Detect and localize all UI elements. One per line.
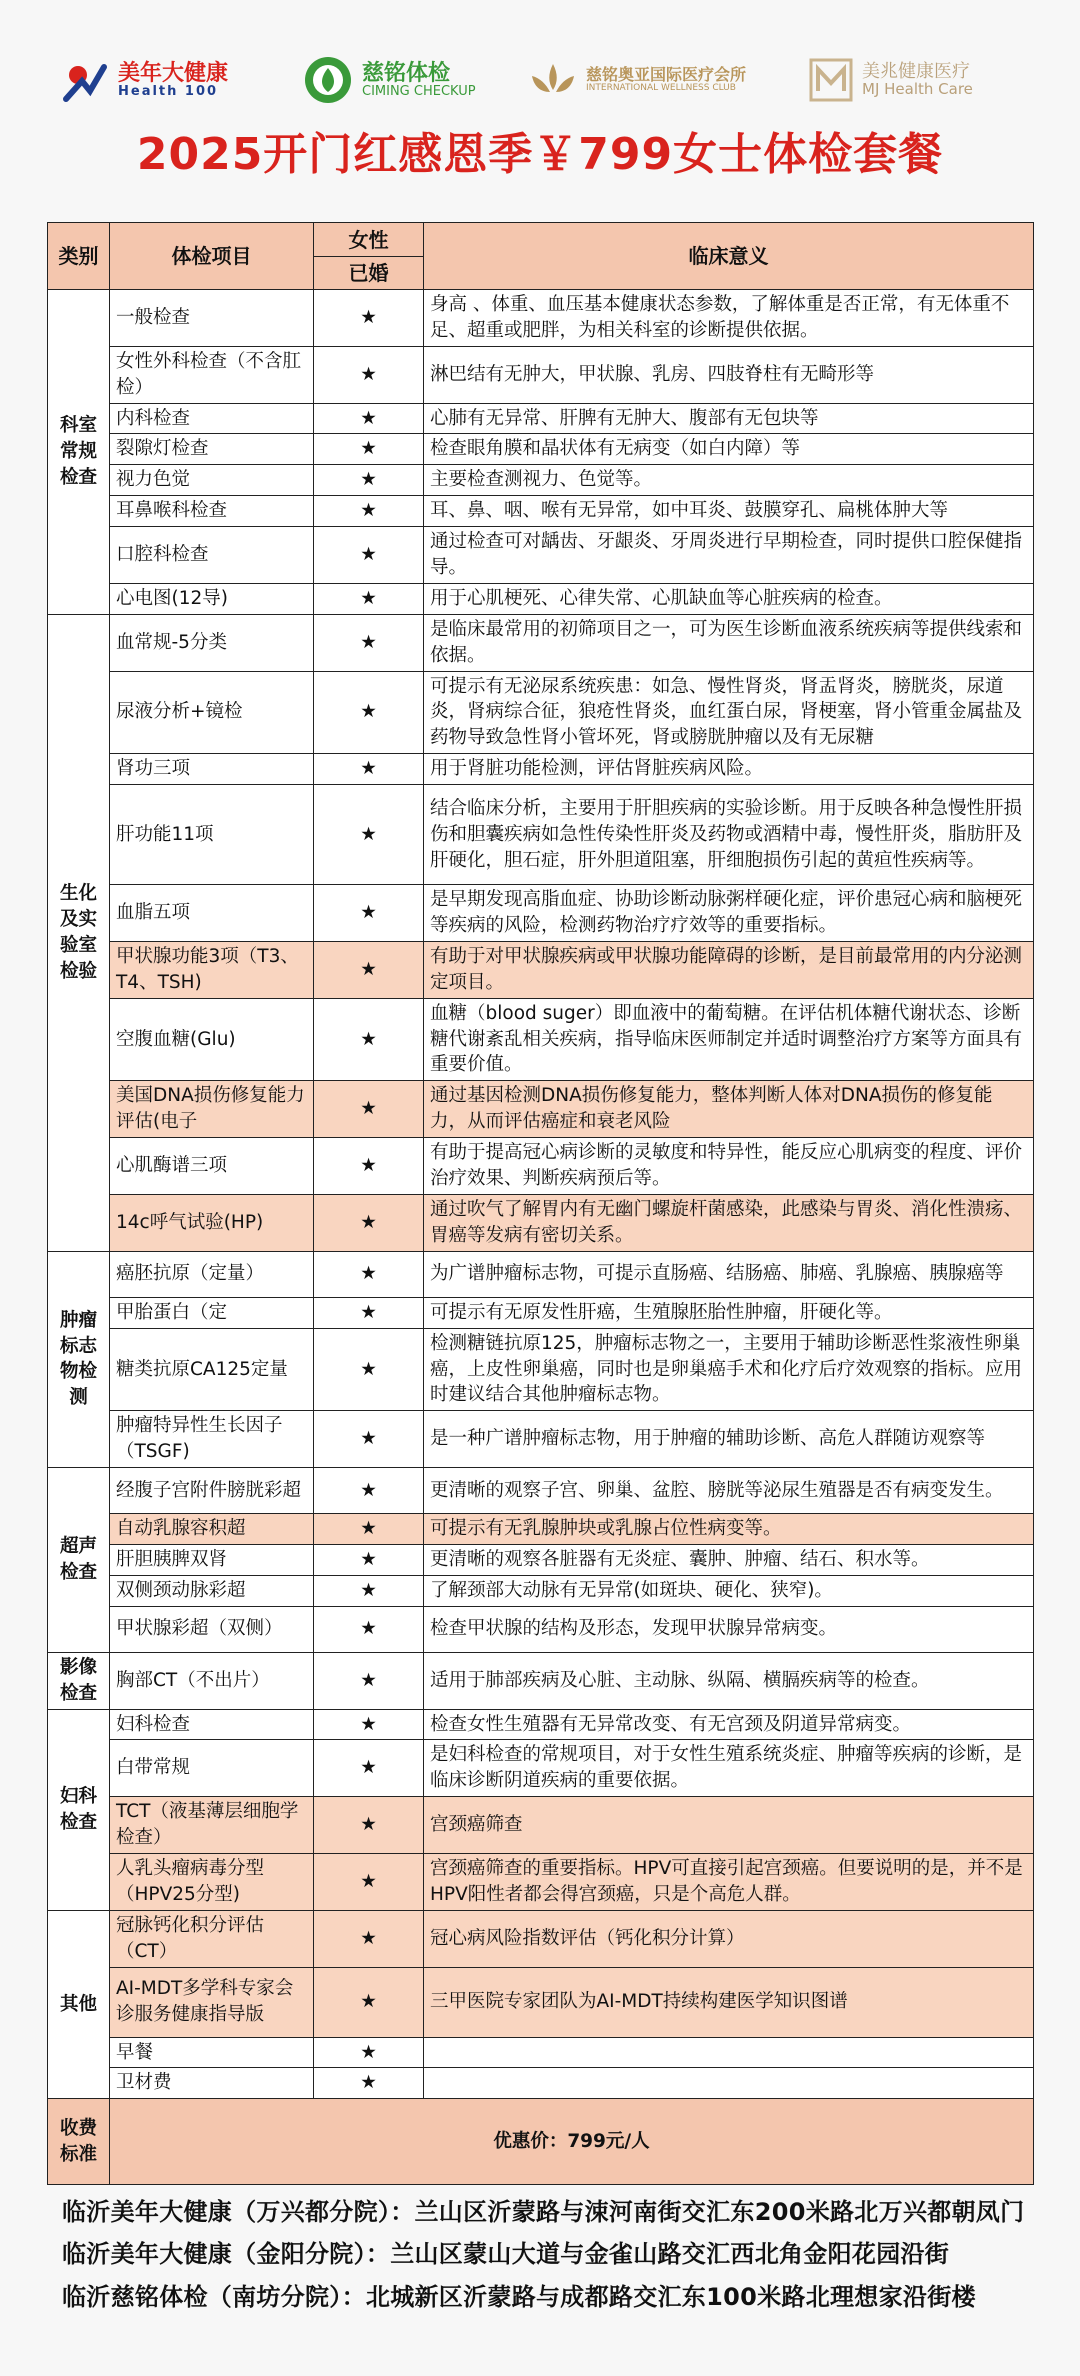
meaning-cell: 检查眼角膜和晶状体有无病变（如白内障）等 (424, 434, 1034, 465)
included-star: ★ (314, 2068, 424, 2099)
category-cell: 超声检查 (48, 1468, 110, 1653)
meaning-cell (424, 2068, 1034, 2099)
table-row (48, 1081, 1034, 1138)
aoya-logo-icon (528, 60, 578, 100)
category-cell: 科室常规检查 (48, 290, 110, 615)
table-row (48, 941, 1034, 998)
meaning-cell: 检测糖链抗原125，肿瘤标志物之一，主要用于辅助诊断恶性浆液性卵巢癌，上皮性卵巢癌，同时也是卵巢癌手术和化疗后疗效观察的指标。应用时建议结合其他肿瘤标志物。 (424, 1328, 1034, 1411)
fee-price: 优惠价：799元/人 (110, 2099, 1034, 2185)
included-star: ★ (314, 1328, 424, 1411)
aoya-logo (528, 40, 746, 120)
item-cell: 肝胆胰脾双肾 (110, 1544, 314, 1575)
table-row (48, 1853, 1034, 1910)
meaning-cell: 结合临床分析，主要用于肝胆疾病的实验诊断。用于反映各种急慢性肝损伤和胆囊疾病如急性传染性肝炎及药物或酒精中毒，慢性肝炎，脂肪肝及肝硬化，胆石症，肝外胆道阻塞，肝细胞损伤引起的黄疸性疾病等。 (424, 785, 1034, 885)
address-wanxingdu: 临沂美年大健康（万兴都分院）：兰山区沂蒙路与涑河南街交汇东200米路北万兴都朝凤门 (62, 2198, 1025, 2226)
included-star: ★ (314, 671, 424, 754)
item-cell: 癌胚抗原（定量） (110, 1251, 314, 1297)
included-star: ★ (314, 1652, 424, 1709)
meaning-cell: 淋巴结有无肿大，甲状腺、乳房、四肢脊柱有无畸形等 (424, 346, 1034, 403)
meaning-cell: 三甲医院专家团队为AI-MDT持续构建医学知识图谱 (424, 1967, 1034, 2037)
item-cell: 14c呼气试验(HP) (110, 1194, 314, 1251)
item-cell: 白带常规 (110, 1740, 314, 1797)
table-row (48, 1411, 1034, 1468)
header-gender: 女性 (314, 223, 424, 257)
logo-bar (0, 40, 1080, 120)
category-cell: 生化及实验室检验 (48, 614, 110, 1251)
table-row (48, 1138, 1034, 1195)
table-row (48, 1910, 1034, 1967)
included-star: ★ (314, 434, 424, 465)
table-body (48, 290, 1034, 2185)
included-star: ★ (314, 1468, 424, 1514)
table-row (48, 1967, 1034, 2037)
item-cell: 甲状腺功能3项（T3、T4、TSH) (110, 941, 314, 998)
included-star: ★ (314, 941, 424, 998)
table-row (48, 998, 1034, 1081)
included-star: ★ (314, 1251, 424, 1297)
table-row (48, 1194, 1034, 1251)
table-row (48, 1544, 1034, 1575)
table-row (48, 1652, 1034, 1709)
item-cell: 双侧颈动脉彩超 (110, 1575, 314, 1606)
meaning-cell: 更清晰的观察各脏器有无炎症、囊肿、肿瘤、结石、积水等。 (424, 1544, 1034, 1575)
included-star: ★ (314, 290, 424, 347)
item-cell: 耳鼻喉科检查 (110, 496, 314, 527)
table-row (48, 1514, 1034, 1545)
ciming-logo-icon (302, 54, 354, 106)
included-star: ★ (314, 2037, 424, 2068)
meaning-cell: 适用于肺部疾病及心脏、主动脉、纵隔、横膈疾病等的检查。 (424, 1652, 1034, 1709)
meaning-cell: 为广谱肿瘤标志物，可提示直肠癌、结肠癌、肺癌、乳腺癌、胰腺癌等 (424, 1251, 1034, 1297)
included-star: ★ (314, 1797, 424, 1854)
table-row (48, 785, 1034, 885)
mj-logo-icon (808, 57, 854, 103)
meaning-cell: 可提示有无泌尿系统疾患：如急、慢性肾炎，肾盂肾炎，膀胱炎，尿道炎，肾病综合征，狼疮性肾炎，血红蛋白尿，肾梗塞，肾小管重金属盐及药物导致急性肾小管坏死，肾或膀胱肿瘤以及有无尿糖 (424, 671, 1034, 754)
table-row (48, 1468, 1034, 1514)
item-cell: 卫材费 (110, 2068, 314, 2099)
item-cell: 空腹血糖(Glu) (110, 998, 314, 1081)
meaning-cell: 是早期发现高脂血症、协助诊断动脉粥样硬化症，评价患冠心病和脑梗死等疾病的风险，检测药物治疗疗效等的重要指标。 (424, 885, 1034, 942)
item-cell: 女性外科检查（不含肛检） (110, 346, 314, 403)
meaning-cell: 宫颈癌筛查的重要指标。HPV可直接引起宫颈癌。但要说明的是，并不是HPV阳性者都会得宫颈癌，只是个高危人群。 (424, 1853, 1034, 1910)
table-row (48, 614, 1034, 671)
ciming-cn: 慈铭体检 (362, 60, 451, 86)
included-star: ★ (314, 1138, 424, 1195)
included-star: ★ (314, 1514, 424, 1545)
table-row (48, 1297, 1034, 1328)
item-cell: 尿液分析+镜检 (110, 671, 314, 754)
item-cell: 肾功三项 (110, 754, 314, 785)
item-cell: 冠脉钙化积分评估（CT） (110, 1910, 314, 1967)
category-cell: 其他 (48, 1910, 110, 2099)
item-cell: 血脂五项 (110, 885, 314, 942)
meinian-cn: 美年大健康 (118, 60, 229, 86)
included-star: ★ (314, 754, 424, 785)
mj-en: MJ Health Care (862, 79, 973, 98)
meaning-cell: 用于心肌梗死、心律失常、心肌缺血等心脏疾病的检查。 (424, 583, 1034, 614)
table-row (48, 403, 1034, 434)
meaning-cell: 通过吹气了解胃内有无幽门螺旋杆菌感染，此感染与胃炎、消化性溃疡、胃癌等发病有密切关系。 (424, 1194, 1034, 1251)
item-cell: 美国DNA损伤修复能力评估(电子 (110, 1081, 314, 1138)
meaning-cell: 血糖（blood suger）即血液中的葡萄糖。在评估机体糖代谢状态、诊断糖代谢紊乱相关疾病，指导临床医师制定并适时调整治疗方案等方面具有重要价值。 (424, 998, 1034, 1081)
fee-label: 收费标准 (48, 2099, 110, 2185)
ciming-logo (302, 40, 476, 120)
meaning-cell (424, 2037, 1034, 2068)
item-cell: 妇科检查 (110, 1709, 314, 1740)
included-star: ★ (314, 1740, 424, 1797)
item-cell: TCT（液基薄层细胞学检查） (110, 1797, 314, 1854)
meaning-cell: 检查甲状腺的结构及形态，发现甲状腺异常病变。 (424, 1606, 1034, 1652)
item-cell: 心肌酶谱三项 (110, 1138, 314, 1195)
included-star: ★ (314, 1606, 424, 1652)
table-row (48, 2068, 1034, 2099)
item-cell: 一般检查 (110, 290, 314, 347)
included-star: ★ (314, 1575, 424, 1606)
meaning-cell: 是妇科检查的常规项目，对于女性生殖系统炎症、肿瘤等疾病的诊断，是临床诊断阴道疾病的重要依据。 (424, 1740, 1034, 1797)
included-star: ★ (314, 465, 424, 496)
meaning-cell: 是临床最常用的初筛项目之一，可为医生诊断血液系统疾病等提供线索和依据。 (424, 614, 1034, 671)
meaning-cell: 有助于提高冠心病诊断的灵敏度和特异性，能反应心肌病变的程度、评价治疗效果、判断疾病预后等。 (424, 1138, 1034, 1195)
included-star: ★ (314, 1194, 424, 1251)
included-star: ★ (314, 885, 424, 942)
meaning-cell: 身高 、体重、血压基本健康状态参数，了解体重是否正常，有无体重不足、超重或肥胖，为相关科室的诊断提供依据。 (424, 290, 1034, 347)
included-star: ★ (314, 346, 424, 403)
table-row (48, 754, 1034, 785)
item-cell: 视力色觉 (110, 465, 314, 496)
included-star: ★ (314, 527, 424, 584)
item-cell: 内科检查 (110, 403, 314, 434)
meaning-cell: 宫颈癌筛查 (424, 1797, 1034, 1854)
table-row (48, 1575, 1034, 1606)
table-row (48, 1740, 1034, 1797)
category-cell: 肿瘤标志物检测 (48, 1251, 110, 1467)
included-star: ★ (314, 1544, 424, 1575)
included-star: ★ (314, 1411, 424, 1468)
item-cell: 血常规-5分类 (110, 614, 314, 671)
table-row (48, 465, 1034, 496)
included-star: ★ (314, 785, 424, 885)
header-item: 体检项目 (110, 223, 314, 290)
table-row (48, 671, 1034, 754)
category-cell: 妇科检查 (48, 1709, 110, 1910)
meaning-cell: 通过基因检测DNA损伤修复能力，整体判断人体对DNA损伤的修复能力，从而评估癌症和衰老风险 (424, 1081, 1034, 1138)
header-category: 类别 (48, 223, 110, 290)
included-star: ★ (314, 403, 424, 434)
included-star: ★ (314, 496, 424, 527)
item-cell: 甲状腺彩超（双侧） (110, 1606, 314, 1652)
address-nanfang: 临沂慈铭体检（南坊分院）：北城新区沂蒙路与成都路交汇东100米路北理想家沿街楼 (62, 2283, 976, 2311)
meinian-logo-icon (60, 55, 110, 105)
meaning-cell: 用于肾脏功能检测，评估肾脏疾病风险。 (424, 754, 1034, 785)
meinian-logo (60, 40, 228, 120)
included-star: ★ (314, 583, 424, 614)
page-title: 2025开门红感恩季￥799女士体检套餐 (136, 129, 944, 180)
table-row (48, 583, 1034, 614)
meaning-cell: 检查女性生殖器有无异常改变、有无宫颈及阴道异常病变。 (424, 1709, 1034, 1740)
meaning-cell: 可提示有无乳腺肿块或乳腺占位性病变等。 (424, 1514, 1034, 1545)
meaning-cell: 了解颈部大动脉有无异常(如斑块、硬化、狭窄)。 (424, 1575, 1034, 1606)
included-star: ★ (314, 1297, 424, 1328)
item-cell: 肝功能11项 (110, 785, 314, 885)
item-cell: 肿瘤特异性生长因子（TSGF) (110, 1411, 314, 1468)
item-cell: 甲胎蛋白（定 (110, 1297, 314, 1328)
meaning-cell: 耳、鼻、咽、喉有无异常，如中耳炎、鼓膜穿孔、扁桃体肿大等 (424, 496, 1034, 527)
table-row (48, 1709, 1034, 1740)
aoya-cn: 慈铭奥亚国际医疗会所 (586, 64, 747, 84)
table-row (48, 496, 1034, 527)
table-row (48, 434, 1034, 465)
included-star: ★ (314, 998, 424, 1081)
item-cell: 胸部CT（不出片） (110, 1652, 314, 1709)
meinian-en: Health 100 (118, 83, 219, 99)
category-cell: 影像检查 (48, 1652, 110, 1709)
item-cell: 经腹子宫附件膀胱彩超 (110, 1468, 314, 1514)
table-row (48, 1328, 1034, 1411)
meaning-cell: 有助于对甲状腺疾病或甲状腺功能障碍的诊断，是目前最常用的内分泌测定项目。 (424, 941, 1034, 998)
item-cell: AI-MDT多学科专家会诊服务健康指导版 (110, 1967, 314, 2037)
meaning-cell: 冠心病风险指数评估（钙化积分计算） (424, 1910, 1034, 1967)
table-row (48, 527, 1034, 584)
item-cell: 心电图(12导) (110, 583, 314, 614)
included-star: ★ (314, 1081, 424, 1138)
included-star: ★ (314, 1853, 424, 1910)
table-row (48, 2037, 1034, 2068)
meaning-cell: 可提示有无原发性肝癌，生殖腺胚胎性肿瘤，肝硬化等。 (424, 1297, 1034, 1328)
included-star: ★ (314, 1709, 424, 1740)
table-row (48, 1251, 1034, 1297)
mj-cn: 美兆健康医疗 (862, 60, 970, 82)
package-table (47, 222, 1034, 2185)
mj-logo (808, 40, 973, 120)
table-row (48, 1606, 1034, 1652)
aoya-en: INTERNATIONAL WELLNESS CLUB (586, 82, 736, 93)
header-marital: 已婚 (314, 257, 424, 290)
item-cell: 自动乳腺容积超 (110, 1514, 314, 1545)
table-row (48, 346, 1034, 403)
meaning-cell: 通过检查可对龋齿、牙龈炎、牙周炎进行早期检查，同时提供口腔保健指导。 (424, 527, 1034, 584)
ciming-en: CIMING CHECKUP (362, 83, 476, 99)
fee-row (48, 2099, 1034, 2185)
item-cell: 糖类抗原CA125定量 (110, 1328, 314, 1411)
table-row (48, 885, 1034, 942)
meaning-cell: 心肺有无异常、肝脾有无肿大、腹部有无包块等 (424, 403, 1034, 434)
included-star: ★ (314, 1910, 424, 1967)
table-row (48, 1797, 1034, 1854)
meaning-cell: 主要检查测视力、色觉等。 (424, 465, 1034, 496)
address-jinyang: 临沂美年大健康（金阳分院）：兰山区蒙山大道与金雀山路交汇西北角金阳花园沿街 (62, 2240, 950, 2268)
item-cell: 人乳头瘤病毒分型（HPV25分型) (110, 1853, 314, 1910)
included-star: ★ (314, 1967, 424, 2037)
item-cell: 裂隙灯检查 (110, 434, 314, 465)
item-cell: 口腔科检查 (110, 527, 314, 584)
header-meaning: 临床意义 (424, 223, 1034, 290)
included-star: ★ (314, 614, 424, 671)
meaning-cell: 是一种广谱肿瘤标志物，用于肿瘤的辅助诊断、高危人群随访观察等 (424, 1411, 1034, 1468)
meaning-cell: 更清晰的观察子宫、卵巢、盆腔、膀胱等泌尿生殖器是否有病变发生。 (424, 1468, 1034, 1514)
table-row (48, 290, 1034, 347)
item-cell: 早餐 (110, 2037, 314, 2068)
